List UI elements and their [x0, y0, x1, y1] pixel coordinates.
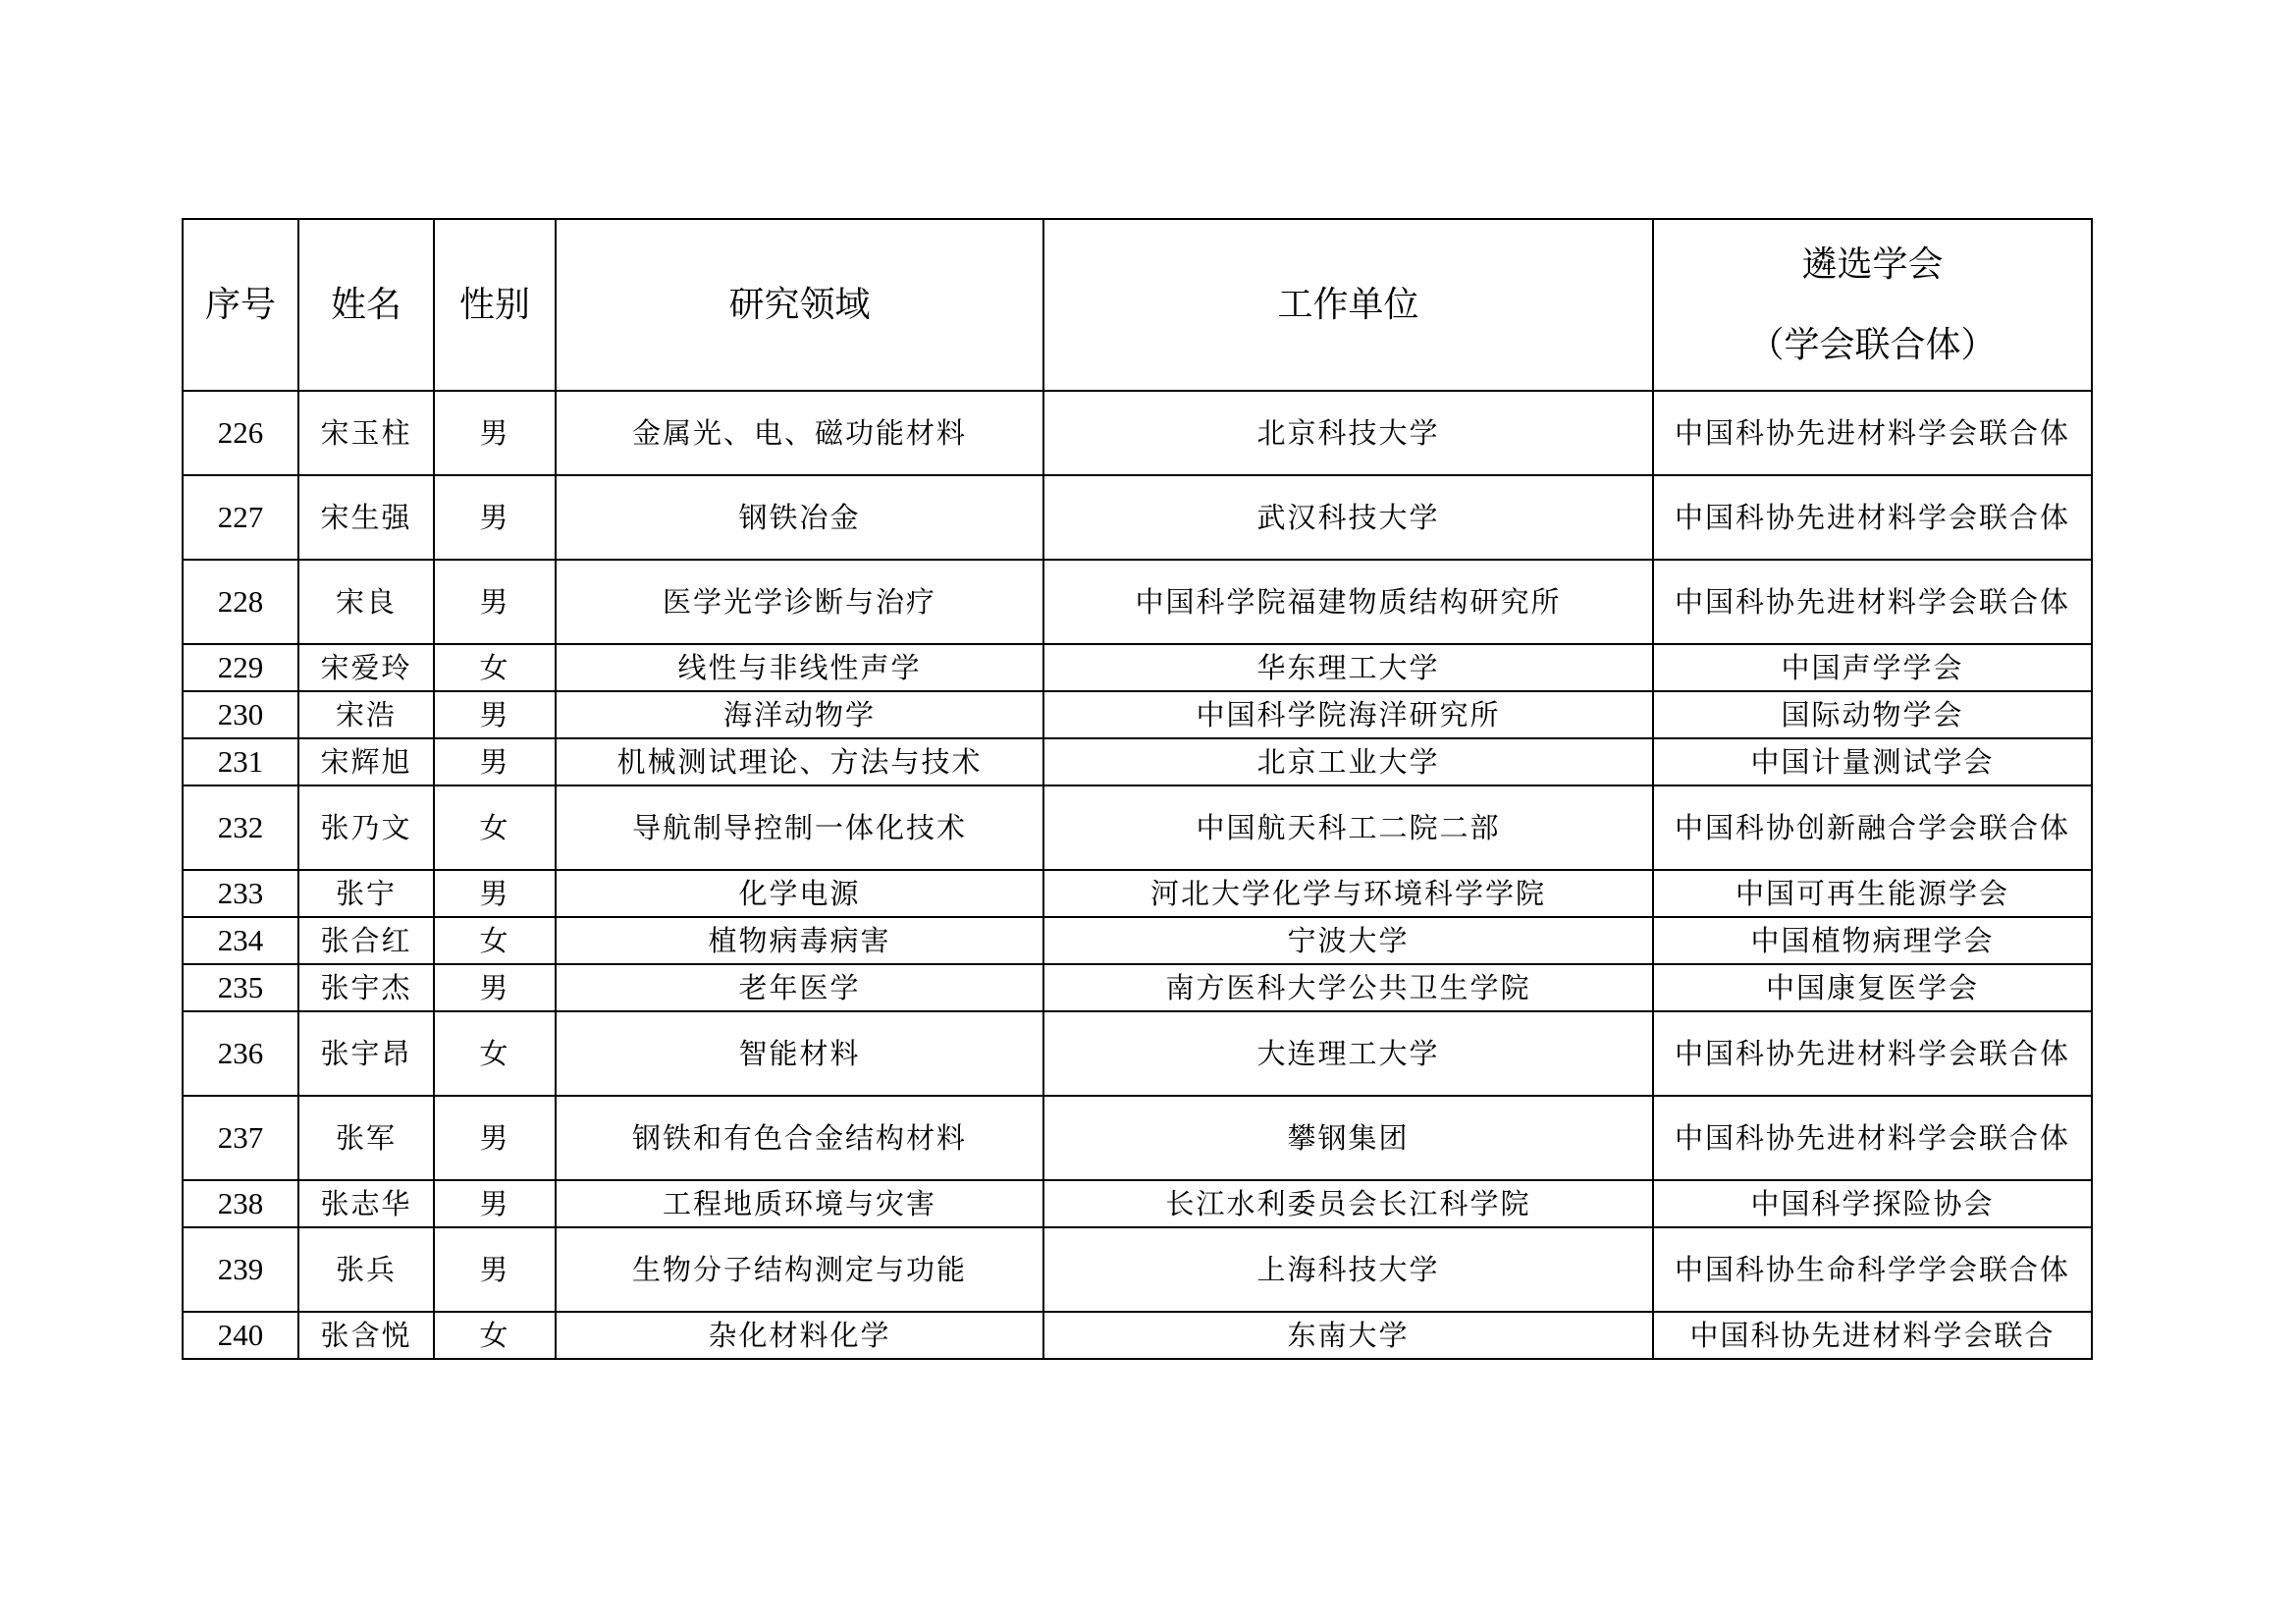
cell-name: 张宇杰 [298, 964, 434, 1011]
table-row [183, 1096, 2092, 1180]
table-row [183, 1011, 2092, 1096]
cell-name: 张含悦 [298, 1312, 434, 1359]
cell-employer: 中国科学院海洋研究所 [1043, 691, 1653, 738]
cell-index: 234 [183, 917, 298, 964]
cell-gender: 女 [434, 644, 556, 691]
cell-gender: 男 [434, 560, 556, 644]
cell-society: 中国科协创新融合学会联合体 [1653, 785, 2092, 870]
header-society [1653, 219, 2092, 391]
cell-name: 张乃文 [298, 785, 434, 870]
cell-employer: 北京工业大学 [1043, 738, 1653, 785]
cell-field: 金属光、电、磁功能材料 [556, 391, 1043, 475]
cell-field: 钢铁冶金 [556, 475, 1043, 560]
cell-field: 导航制导控制一体化技术 [556, 785, 1043, 870]
cell-name: 宋生强 [298, 475, 434, 560]
cell-name: 宋良 [298, 560, 434, 644]
cell-employer: 武汉科技大学 [1043, 475, 1653, 560]
cell-employer: 东南大学 [1043, 1312, 1653, 1359]
cell-society: 中国科协先进材料学会联合体 [1653, 475, 2092, 560]
cell-society: 中国科协先进材料学会联合体 [1653, 1011, 2092, 1096]
cell-field: 医学光学诊断与治疗 [556, 560, 1043, 644]
table-row [183, 1180, 2092, 1227]
cell-gender: 男 [434, 738, 556, 785]
cell-employer: 中国航天科工二院二部 [1043, 785, 1653, 870]
cell-employer: 中国科学院福建物质结构研究所 [1043, 560, 1653, 644]
cell-field: 工程地质环境与灾害 [556, 1180, 1043, 1227]
cell-index: 228 [183, 560, 298, 644]
header-gender: 性别 [434, 219, 556, 391]
cell-index: 237 [183, 1096, 298, 1180]
cell-field: 钢铁和有色合金结构材料 [556, 1096, 1043, 1180]
cell-gender: 男 [434, 870, 556, 917]
table-row [183, 1312, 2092, 1359]
cell-employer: 长江水利委员会长江科学院 [1043, 1180, 1653, 1227]
cell-gender: 女 [434, 785, 556, 870]
table-row [183, 785, 2092, 870]
header-field: 研究领域 [556, 219, 1043, 391]
cell-field: 化学电源 [556, 870, 1043, 917]
header-row [183, 219, 2092, 391]
cell-index: 227 [183, 475, 298, 560]
cell-index: 233 [183, 870, 298, 917]
table-header [183, 219, 2092, 391]
cell-employer: 北京科技大学 [1043, 391, 1653, 475]
header-name: 姓名 [298, 219, 434, 391]
cell-gender: 女 [434, 1011, 556, 1096]
cell-index: 226 [183, 391, 298, 475]
cell-field: 老年医学 [556, 964, 1043, 1011]
table-body [183, 391, 2092, 1359]
cell-name: 宋辉旭 [298, 738, 434, 785]
cell-field: 机械测试理论、方法与技术 [556, 738, 1043, 785]
cell-name: 张志华 [298, 1180, 434, 1227]
cell-gender: 女 [434, 917, 556, 964]
header-society-line2: （学会联合体） [1748, 324, 1997, 365]
table-row [183, 1227, 2092, 1312]
cell-society: 中国科协先进材料学会联合体 [1653, 560, 2092, 644]
cell-name: 宋爱玲 [298, 644, 434, 691]
cell-employer: 大连理工大学 [1043, 1011, 1653, 1096]
cell-index: 239 [183, 1227, 298, 1312]
cell-society: 中国计量测试学会 [1653, 738, 2092, 785]
cell-gender: 男 [434, 1227, 556, 1312]
cell-field: 海洋动物学 [556, 691, 1043, 738]
cell-index: 231 [183, 738, 298, 785]
cell-gender: 男 [434, 1096, 556, 1180]
cell-society: 中国科协生命科学学会联合体 [1653, 1227, 2092, 1312]
table-row [183, 644, 2092, 691]
cell-gender: 男 [434, 1180, 556, 1227]
cell-society: 中国声学学会 [1653, 644, 2092, 691]
cell-index: 229 [183, 644, 298, 691]
cell-field: 智能材料 [556, 1011, 1043, 1096]
cell-index: 235 [183, 964, 298, 1011]
cell-name: 张兵 [298, 1227, 434, 1312]
cell-employer: 南方医科大学公共卫生学院 [1043, 964, 1653, 1011]
table-row [183, 964, 2092, 1011]
cell-name: 宋玉柱 [298, 391, 434, 475]
cell-society: 中国科学探险协会 [1653, 1180, 2092, 1227]
table-row [183, 917, 2092, 964]
cell-name: 张合红 [298, 917, 434, 964]
cell-society: 中国康复医学会 [1653, 964, 2092, 1011]
cell-society: 中国科协先进材料学会联合 [1653, 1312, 2092, 1359]
cell-field: 线性与非线性声学 [556, 644, 1043, 691]
cell-gender: 男 [434, 391, 556, 475]
cell-index: 230 [183, 691, 298, 738]
cell-gender: 男 [434, 691, 556, 738]
table-row [183, 391, 2092, 475]
cell-index: 232 [183, 785, 298, 870]
cell-field: 杂化材料化学 [556, 1312, 1043, 1359]
cell-name: 张宇昂 [298, 1011, 434, 1096]
cell-society: 中国科协先进材料学会联合体 [1653, 1096, 2092, 1180]
cell-index: 240 [183, 1312, 298, 1359]
cell-society: 国际动物学会 [1653, 691, 2092, 738]
table-row [183, 475, 2092, 560]
cell-field: 生物分子结构测定与功能 [556, 1227, 1043, 1312]
table-row [183, 870, 2092, 917]
cell-name: 张军 [298, 1096, 434, 1180]
cell-employer: 河北大学化学与环境科学学院 [1043, 870, 1653, 917]
cell-gender: 女 [434, 1312, 556, 1359]
cell-field: 植物病毒病害 [556, 917, 1043, 964]
cell-employer: 攀钢集团 [1043, 1096, 1653, 1180]
table-row [183, 738, 2092, 785]
cell-index: 238 [183, 1180, 298, 1227]
header-index: 序号 [183, 219, 298, 391]
cell-name: 张宁 [298, 870, 434, 917]
table-row [183, 560, 2092, 644]
cell-employer: 上海科技大学 [1043, 1227, 1653, 1312]
cell-employer: 宁波大学 [1043, 917, 1653, 964]
table-row [183, 691, 2092, 738]
cell-society: 中国科协先进材料学会联合体 [1653, 391, 2092, 475]
cell-name: 宋浩 [298, 691, 434, 738]
cell-gender: 男 [434, 475, 556, 560]
cell-employer: 华东理工大学 [1043, 644, 1653, 691]
cell-society: 中国植物病理学会 [1653, 917, 2092, 964]
header-employer: 工作单位 [1043, 219, 1653, 391]
candidate-table [182, 218, 2093, 1360]
cell-gender: 男 [434, 964, 556, 1011]
cell-society: 中国可再生能源学会 [1653, 870, 2092, 917]
header-society-line1: 遴选学会 [1801, 244, 1944, 286]
cell-index: 236 [183, 1011, 298, 1096]
